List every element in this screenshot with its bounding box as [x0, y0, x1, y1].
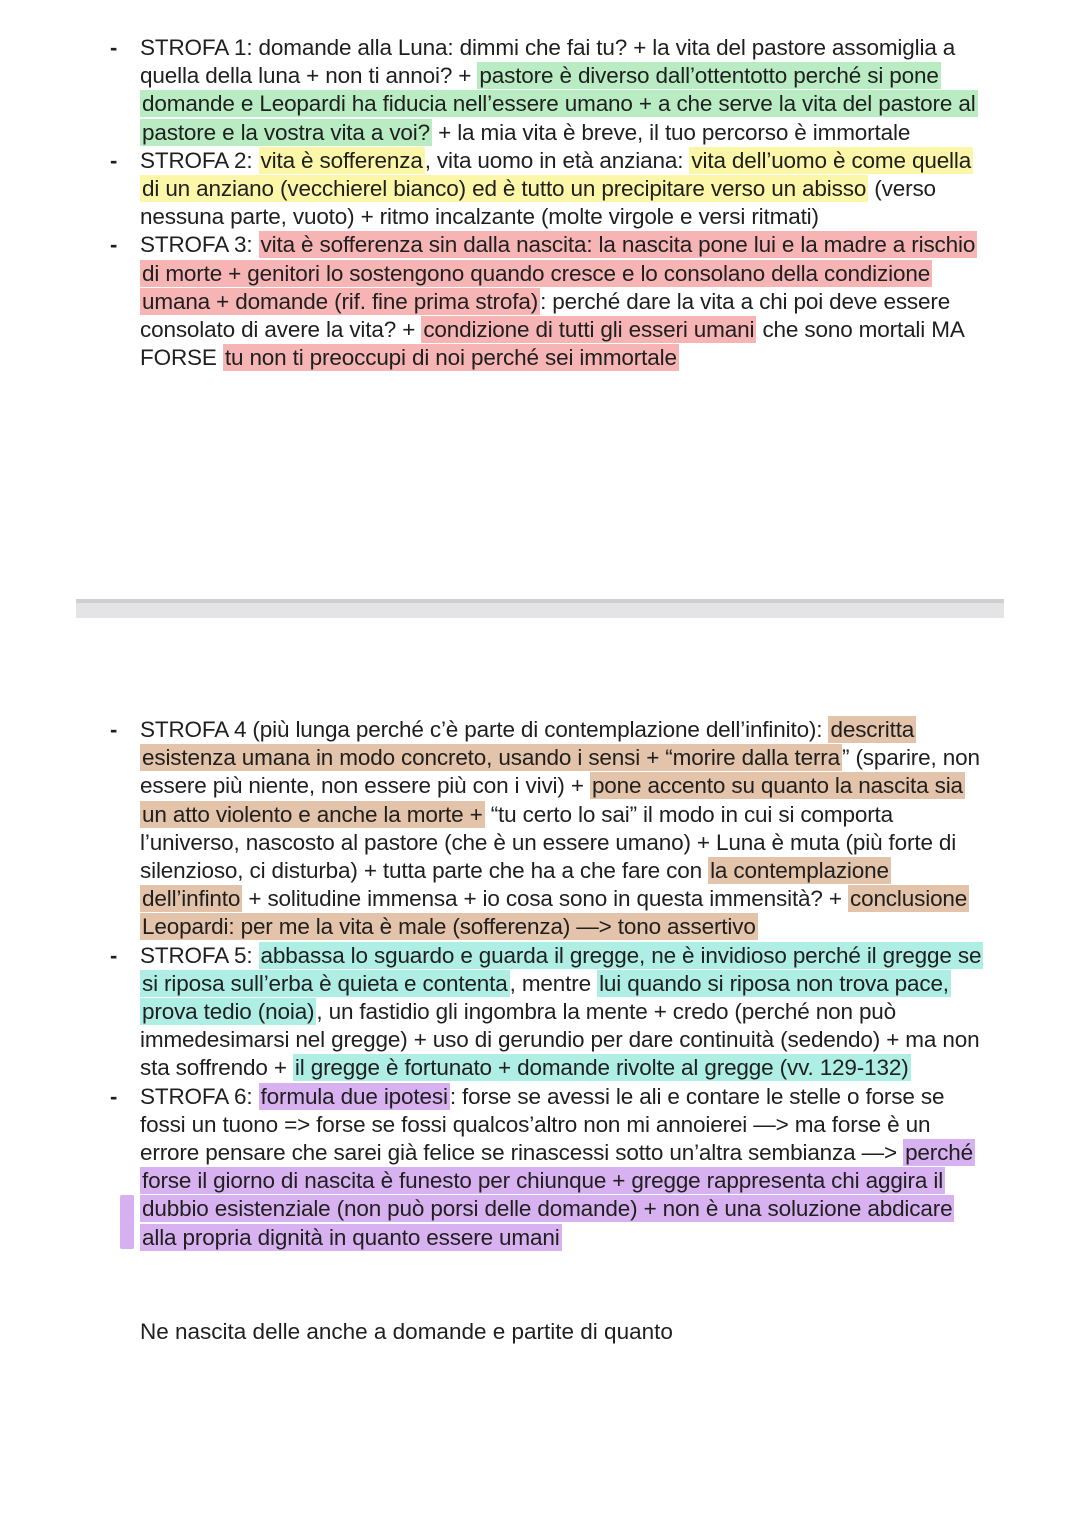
strofa-item: [110, 1083, 990, 1252]
strofa-item: [110, 942, 990, 1083]
note-text: che sono mortali MA FORSE: [140, 317, 964, 371]
highlighted-text: perché forse il giorno di nascita è funesto per chiunque + gregge rappresenta chi aggira il dubbio esistenziale (non può porsi delle domande) + non è una soluzione abdicare alla propria dignità in quanto essere umani: [142, 1140, 973, 1250]
highlighted-text: la contemplazione dell’infinto: [142, 858, 889, 912]
bullet-dash: -: [110, 35, 118, 60]
note-text: : perché dare la vita a chi poi deve essere consolato di avere la vita? +: [140, 288, 951, 343]
highlighted-text: pone accento su quanto la nascita sia un atto violento e anche la morte +: [142, 773, 963, 827]
note-text: (verso nessuna parte, vuoto) + ritmo incalzante (molte virgole e versi ritmati): [140, 176, 936, 230]
bullet-dash: -: [110, 147, 118, 173]
note-text: , un fastidio gli ingombra la mente + credo (perché non può immedesimarsi nel gregge) + uso di gerundio per dare continuità (sedendo) + ma non sta soffrendo +: [140, 999, 980, 1081]
highlighted-text: il gregge è fortunato + domande rivolte al gregge (vv. 129-132): [294, 1055, 909, 1081]
highlighted-text: condizione di tutti gli esseri umani: [423, 317, 755, 343]
highlighted-text: vita è sofferenza: [260, 147, 423, 173]
note-text: ” (sparire, non essere più niente, non essere più con i vivi) +: [140, 745, 980, 799]
note-text: STROFA 4 (più lunga perché c’è parte di contemplazione dell’infinito):: [140, 717, 829, 742]
note-text: STROFA 2:: [140, 147, 259, 173]
strofa-item: [110, 147, 990, 232]
note-text: , mentre: [509, 970, 598, 996]
highlighted-text: vita è sofferenza sin dalla nascita: la nascita pone lui e la madre a rischio di morte + genitori lo sostengono quando cresce e lo consolano della condizione umana + domande (rif. fine prima strofa): [142, 232, 976, 314]
strofa-item: [110, 231, 990, 372]
strofa-list-page-2: [110, 716, 990, 1252]
note-text: “tu certo lo sai” il modo in cui si comporta l’universo, nascosto al pastore (che è un essere umano) + Luna è muta (più forte di silenzioso, ci disturba) + tutta parte che ha a che fare con: [140, 801, 957, 884]
note-text: STROFA 1: domande alla Luna: dimmi che fai tu? + la vita del pastore assomiglia a quella della luna + non ti annoi? +: [140, 35, 956, 89]
note-text: + la mia vita è breve, il tuo percorso è immortale: [432, 119, 911, 145]
note-text: STROFA 5:: [140, 942, 259, 968]
margin-highlight-mark: [120, 1195, 134, 1249]
highlighted-text: tu non ti preoccupi di noi perché sei immortale: [224, 345, 677, 371]
cutoff-text: Ne nascita delle anche a domande e partite di quanto: [140, 1319, 673, 1344]
cutoff-text-line: [140, 1319, 700, 1346]
bullet-dash: -: [110, 942, 118, 968]
page-separator: [76, 599, 1004, 618]
note-text: STROFA 3:: [140, 232, 259, 258]
highlighted-text: conclusione Leopardi: per me la vita è male (sofferenza) —> tono assertivo: [142, 886, 968, 940]
note-text: : forse se avessi le ali e contare le stelle o forse se fossi un tuono => forse se fossi qualcos’altro non mi annoierei —> ma forse è un errore pensare che sarei già felice se rinascessi sotto un’altra sembianza —>: [140, 1083, 945, 1166]
highlighted-text: descritta esistenza umana in modo concreto, usando i sensi + “morire dalla terra: [142, 717, 915, 771]
strofa-item: [110, 716, 990, 942]
bullet-dash: -: [110, 1083, 118, 1109]
highlighted-text: abbassa lo sguardo e guarda il gregge, ne è invidioso perché il gregge se si riposa sull’erba è quieta e contenta: [142, 942, 982, 996]
bullet-dash: -: [110, 717, 118, 742]
highlighted-text: pastore è diverso dall’ottentotto perché si pone domande e Leopardi ha fiducia nell’essere umano + a che serve la vita del pastore al pastore e la vostra vita a voi?: [142, 63, 976, 145]
bullet-dash: -: [110, 232, 118, 258]
note-text: STROFA 6:: [140, 1083, 259, 1109]
note-text: , vita uomo in età anziana:: [424, 147, 690, 173]
note-page-1: [78, 28, 1002, 598]
note-text: + solitudine immensa + io cosa sono in questa immensità? +: [242, 886, 848, 912]
strofa-item: [110, 34, 990, 147]
highlighted-text: formula due ipotesi: [260, 1083, 448, 1109]
highlighted-text: vita dell’uomo è come quella di un anziano (vecchierel bianco) ed è tutto un precipitare verso un abisso: [142, 147, 972, 202]
highlighted-text: lui quando si riposa non trova pace, prova tedio (noia): [142, 970, 949, 1025]
strofa-list-page-1: [110, 34, 990, 372]
note-page-2: [78, 618, 1002, 1358]
